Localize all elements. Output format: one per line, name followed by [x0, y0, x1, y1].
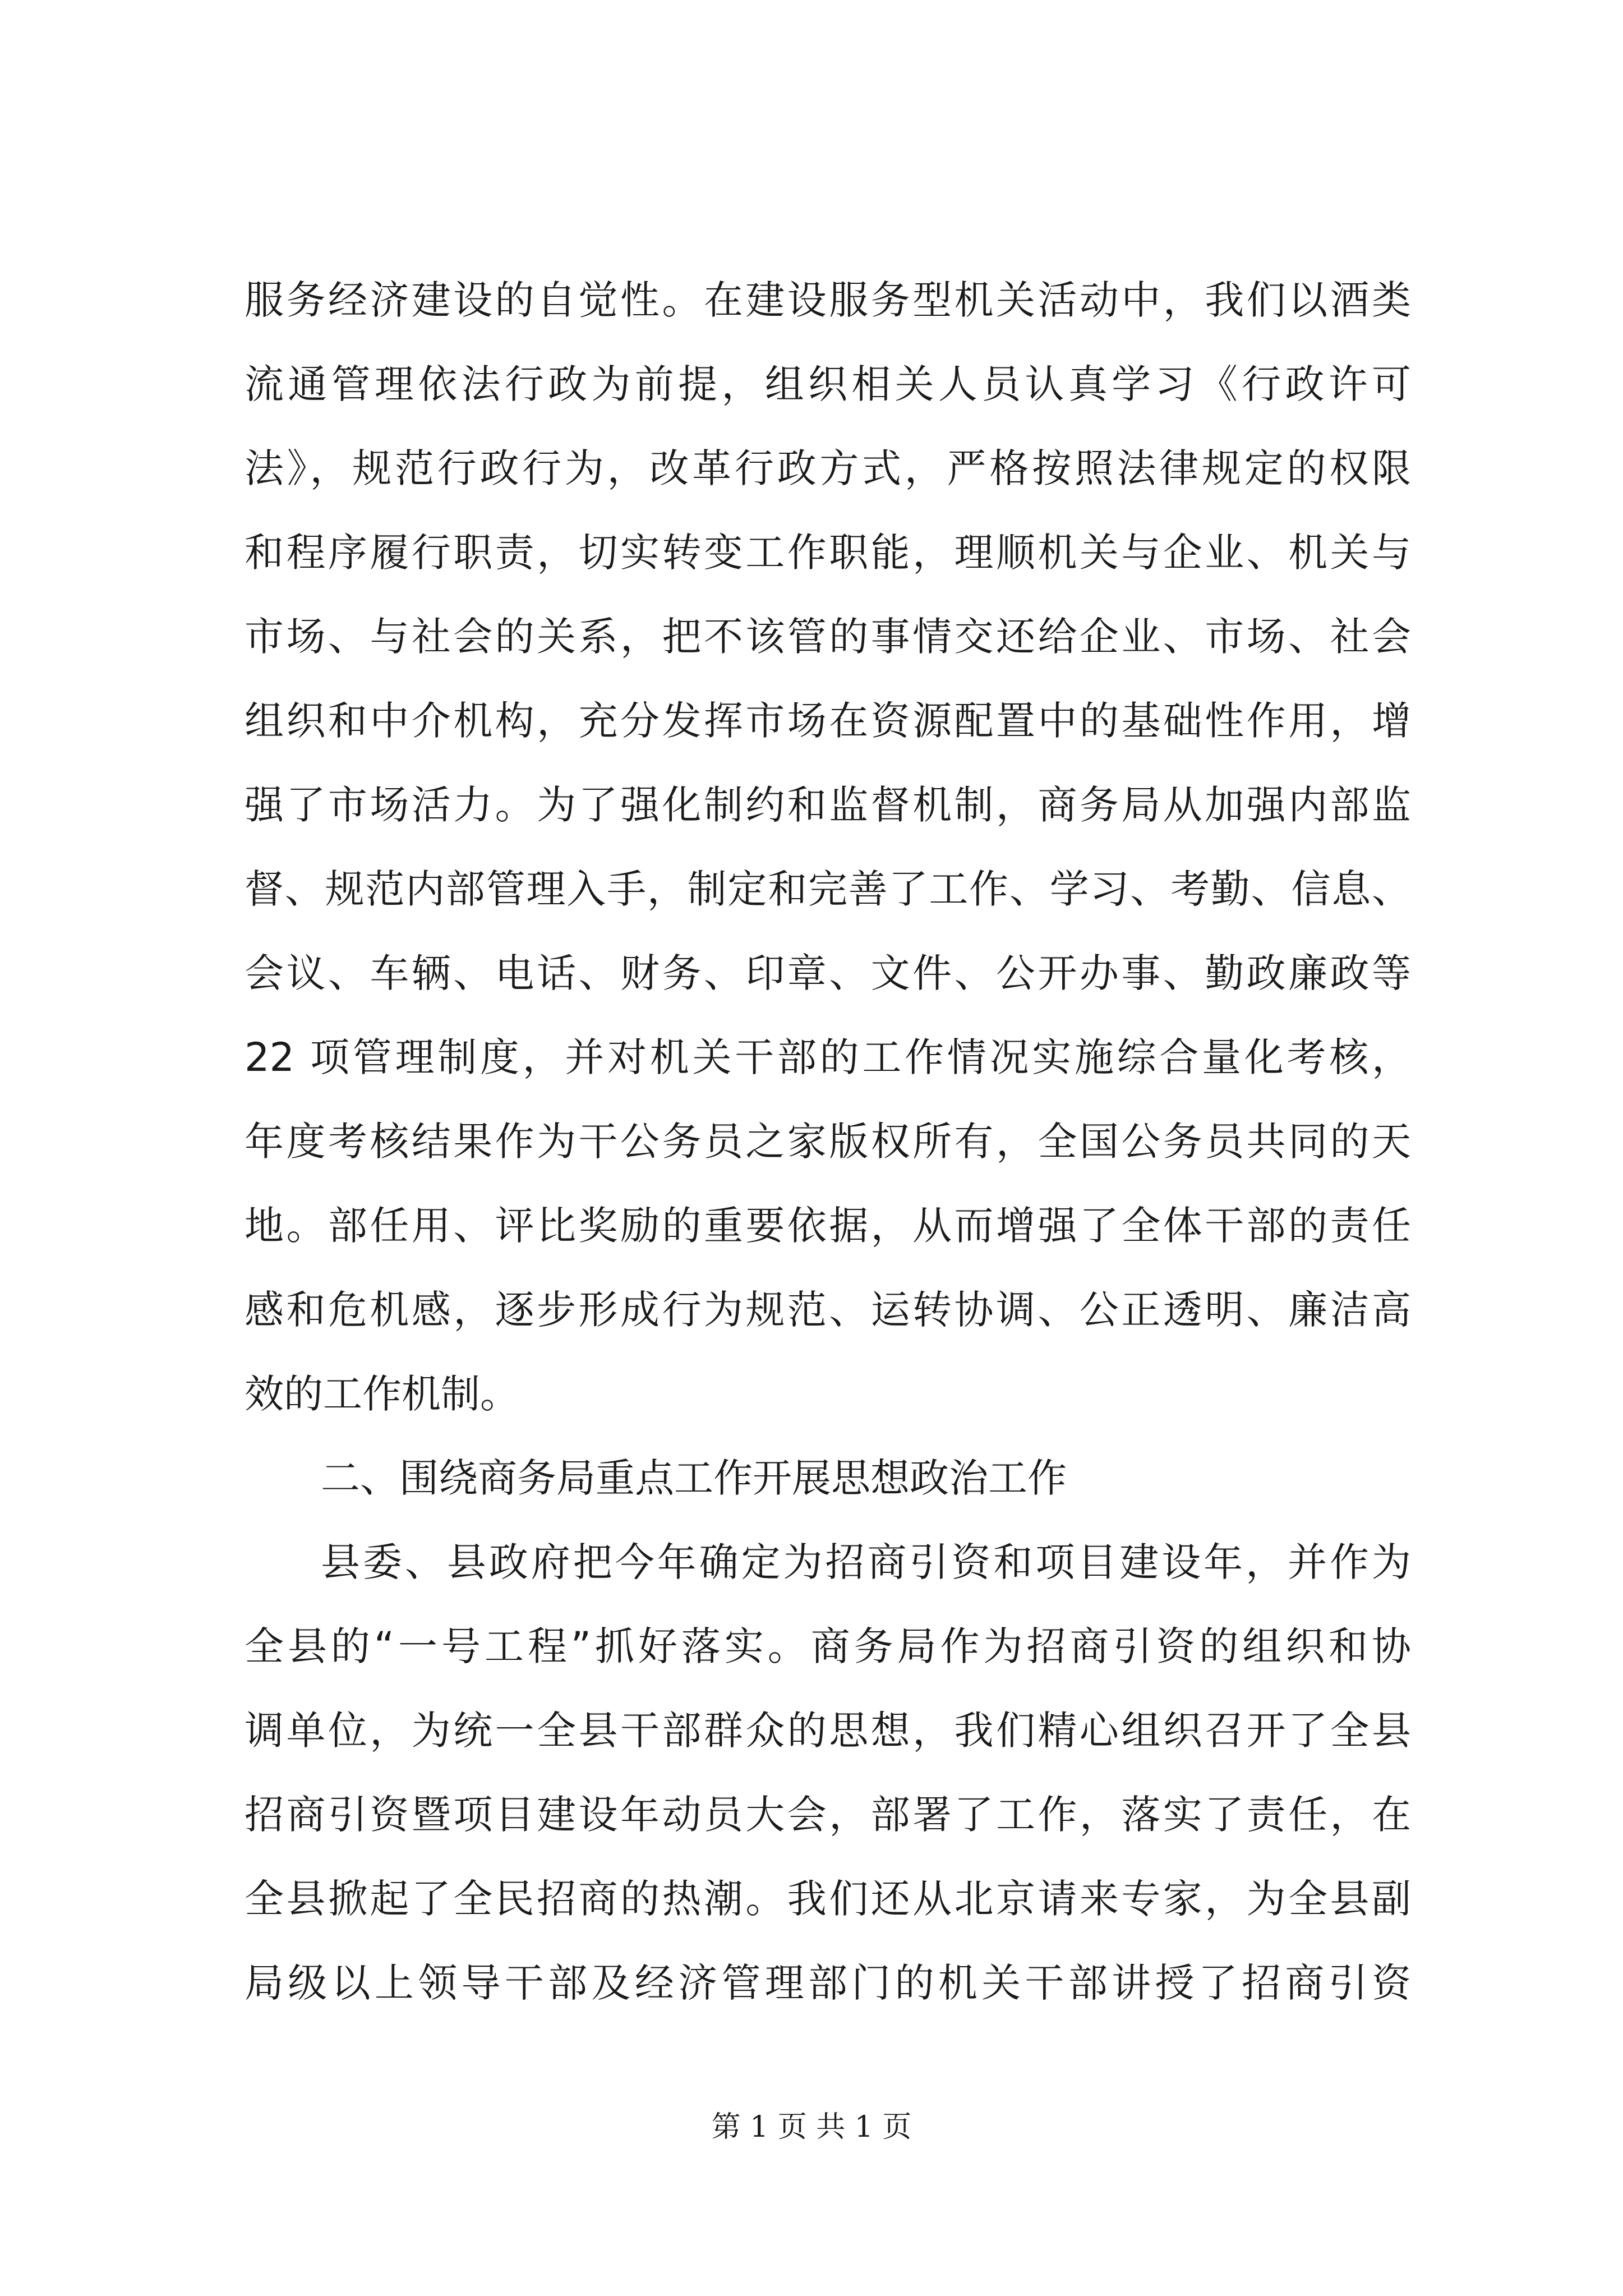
text-line: 服务经济建设的自觉性。在建设服务型机关活动中，我们以酒类 — [245, 277, 1411, 323]
text-line: 全县的“一号工程”抓好落实。商务局作为招商引资的组织和协 — [245, 1623, 1411, 1669]
body-text — [245, 258, 1411, 2025]
text-line: 感和危机感，逐步形成行为规范、运转协调、公正透明、廉洁高 — [245, 1287, 1411, 1333]
section-heading: 二、围绕商务局重点工作开展思想政治工作 — [321, 1455, 1067, 1501]
text-line: 22 项管理制度，并对机关干部的工作情况实施综合量化考核， — [245, 1034, 1411, 1080]
text-line: 调单位，为统一全县干部群众的思想，我们精心组织召开了全县 — [245, 1708, 1411, 1754]
text-line: 全县掀起了全民招商的热潮。我们还从北京请来专家，为全县副 — [245, 1876, 1411, 1922]
text-line: 强了市场活力。为了强化制约和监督机制，商务局从加强内部监 — [245, 782, 1411, 828]
text-line: 督、规范内部管理入手，制定和完善了工作、学习、考勤、信息、 — [245, 866, 1411, 912]
text-line: 年度考核结果作为干公务员之家版权所有，全国公务员共同的天 — [245, 1119, 1411, 1165]
text-line: 县委、县政府把今年确定为招商引资和项目建设年，并作为 — [321, 1539, 1411, 1585]
text-line: 地。部任用、评比奖励的重要依据，从而增强了全体干部的责任 — [245, 1203, 1411, 1249]
text-line: 法》，规范行政行为，改革行政方式，严格按照法律规定的权限 — [245, 445, 1411, 491]
text-line: 会议、车辆、电话、财务、印章、文件、公开办事、勤政廉政等 — [245, 950, 1411, 996]
page-footer — [0, 2105, 1623, 2150]
text-line: 组织和中介机构，充分发挥市场在资源配置中的基础性作用，增 — [245, 698, 1411, 744]
text-line: 流通管理依法行政为前提，组织相关人员认真学习《行政许可 — [245, 361, 1411, 407]
page-number: 第 1 页 共 1 页 — [711, 2110, 912, 2144]
text-line: 局级以上领导干部及经济管理部门的机关干部讲授了招商引资 — [245, 1960, 1411, 2006]
text-line: 和程序履行职责，切实转变工作职能，理顺机关与企业、机关与 — [245, 530, 1411, 576]
text-line: 招商引资暨项目建设年动员大会，部署了工作，落实了责任，在 — [245, 1792, 1411, 1838]
text-line: 效的工作机制。 — [245, 1371, 519, 1417]
text-line: 市场、与社会的关系，把不该管的事情交还给企业、市场、社会 — [245, 614, 1411, 660]
